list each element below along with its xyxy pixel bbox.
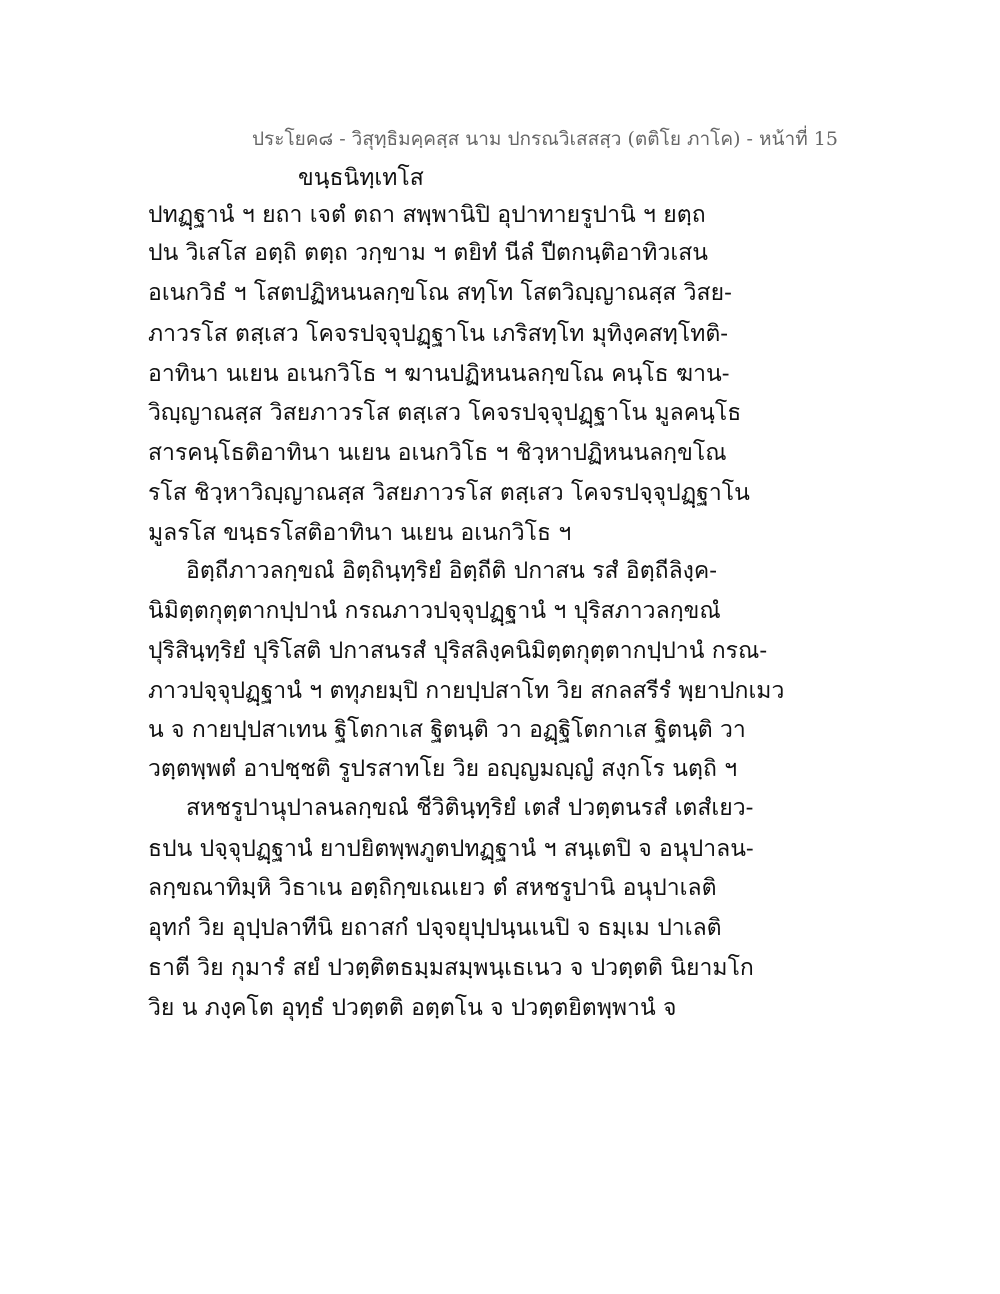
section-title: ขนฺธนิทฺเทโส <box>298 165 424 191</box>
text-line-15: วตฺตพฺพตํ อาปชฺชติ รูปรสาทโย วิย อญฺญมญฺญํ สงฺกโร นตฺถิ ฯ <box>148 756 738 782</box>
text-line-16: สหชรูปานุปาลนลกฺขณํ ชีวิตินฺทฺริยํ เตสํ ปวตฺตนรสํ เตสํเยว- <box>186 795 754 821</box>
text-line-19: อุทกํ วิย อุปฺปลาทีนิ ยถาสกํ ปจฺจยุปฺปนฺนเนปิ จ ธมฺเม ปาเลติ <box>148 915 722 941</box>
text-line-20: ธาตี วิย กุมารํ สยํ ปวตฺติตธมฺมสมฺพนฺเธเนว จ ปวตฺตติ นิยามโก <box>148 955 754 981</box>
text-line-2: ปน วิเสโส อตฺถิ ตตฺถ วกฺขาม ฯ ตยิทํ นีลํ ปีตกนฺติอาทิวเสน <box>148 240 708 266</box>
text-line-1: ปทฏฺฐานํ ฯ ยถา เจตํ ตถา สพฺพานิปิ อุปาทายรูปานิ ฯ ยตฺถ <box>148 202 706 228</box>
page-header: ประโยค๘ - วิสุทฺธิมคฺคสฺส นาม ปกรณวิเสสสฺว (ตติโย ภาโค) - หน้าที่ 15 <box>252 128 838 150</box>
text-line-21: วิย น ภงฺคโต อุทฺธํ ปวตฺตติ อตฺตโน จ ปวตฺตยิตพฺพานํ จ <box>148 995 677 1021</box>
text-line-9: มูลรโส ขนฺธรโสติอาทินา นเยน อเนกวิโธ ฯ <box>148 520 572 546</box>
text-line-3: อเนกวิธํ ฯ โสตปฏิหนนลกฺขโณ สทฺโท โสตวิญฺญาณสฺส วิสย- <box>148 280 732 306</box>
text-line-13: ภาวปจฺจุปฏฺฐานํ ฯ ตทุภยมฺปิ กายปฺปสาโท วิย สกลสรีรํ พฺยาปกเมว <box>148 678 785 704</box>
text-line-7: สารคนฺโธติอาทินา นเยน อเนกวิโธ ฯ ชิวฺหาปฏิหนนลกฺขโณ <box>148 440 727 466</box>
text-line-6: วิญฺญาณสฺส วิสยภาวรโส ตสฺเสว โคจรปจฺจุปฏฺฐาโน มูลคนฺโธ <box>148 400 742 426</box>
text-line-5: อาทินา นเยน อเนกวิโธ ฯ ฆานปฏิหนนลกฺขโณ คนฺโธ ฆาน- <box>148 361 730 387</box>
text-line-11: นิมิตฺตกุตฺตากปฺปานํ กรณภาวปจฺจุปฏฺฐานํ ฯ ปุริสภาวลกฺขณํ <box>148 598 721 624</box>
text-line-8: รโส ชิวฺหาวิญฺญาณสฺส วิสยภาวรโส ตสฺเสว โคจรปจฺจุปฏฺฐาโน <box>148 480 750 506</box>
text-line-12: ปุริสินฺทฺริยํ ปุริโสติ ปกาสนรสํ ปุริสลิงฺคนิมิตฺตกุตฺตากปฺปานํ กรณ- <box>148 638 768 664</box>
text-line-14: น จ กายปฺปสาเทน ฐิโตกาเส ฐิตนฺติ วา อฏฺฐิโตกาเส ฐิตนฺติ วา <box>148 717 746 743</box>
text-line-4: ภาวรโส ตสฺเสว โคจรปจฺจุปฏฺฐาโน เภริสทฺโท มุทิงฺคสทฺโทติ- <box>148 321 729 347</box>
text-line-17: ธปน ปจฺจุปฏฺฐานํ ยาปยิตพฺพภูตปทฏฺฐานํ ฯ สนฺเตปิ จ อนุปาลน- <box>148 836 754 862</box>
text-line-10: อิตฺถีภาวลกฺขณํ อิตฺถินฺทฺริยํ อิตฺถีติ ปกาสน รสํ อิตฺถีลิงฺค- <box>186 558 718 584</box>
text-line-18: ลกฺขณาทิมฺหิ วิธาเน อตฺถิกฺขเณเยว ตํ สหชรูปานิ อนุปาเลติ <box>148 875 717 901</box>
